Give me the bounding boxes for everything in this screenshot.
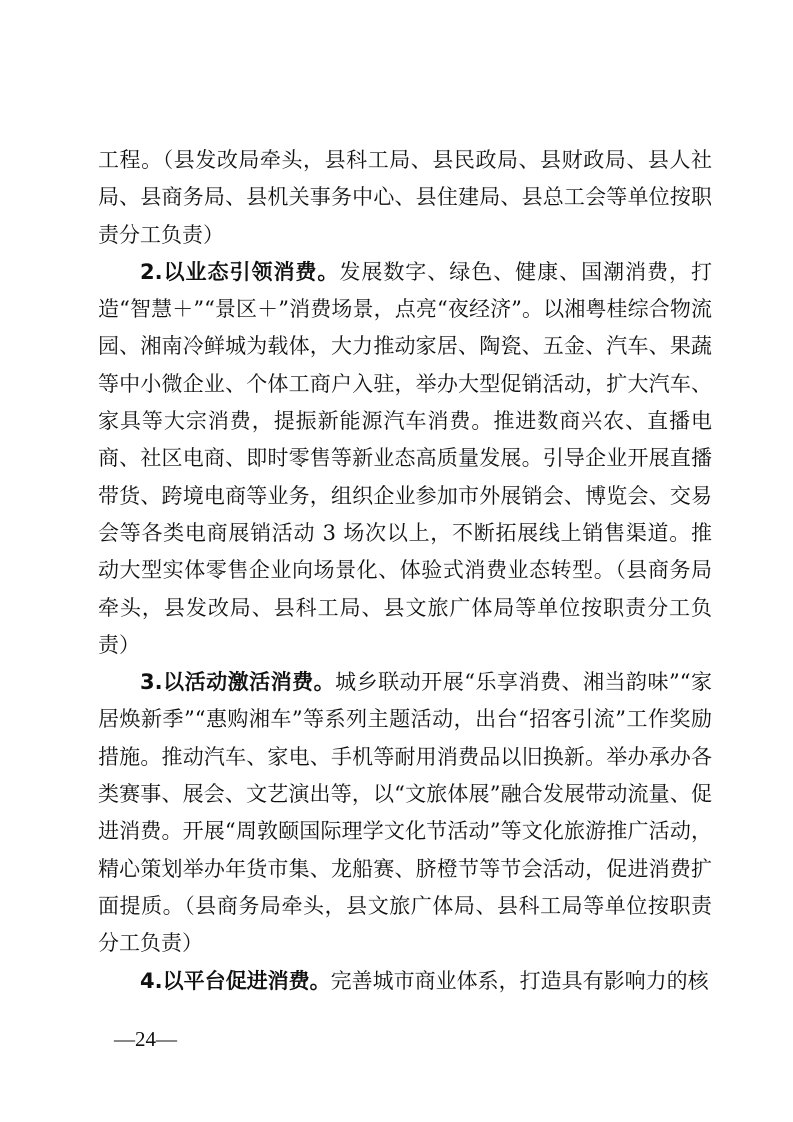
page-number: —24— [114, 1027, 177, 1051]
paragraph-continuation [98, 142, 712, 254]
paragraph-item-2 [98, 254, 712, 664]
paragraph-item-3 [98, 664, 712, 962]
body-text [98, 142, 712, 1000]
paragraph-heading: 4.以平台促进消费。 [140, 968, 331, 993]
paragraph-heading: 2.以业态引领消费。 [140, 259, 340, 284]
paragraph-text: 发展数字、绿色、健康、国潮消费，打造“智慧＋”“景区＋”消费场景，点亮“夜经济”。以湘粤桂综合物流园、湘南冷鲜城为载体，大力推动家居、陶瓷、五金、汽车、果蔬等中小微企业、个体工商户入驻，举办大型促销活动，扩大汽车、家具等大宗消费，提振新能源汽车消费。推进数商兴农、直播电商、社区电商、即时零售等新业态高质量发展。引导企业开展直播带货、跨境电商等业务，组织企业参加市外展销会、博览会、交易会等各类电商展销活动 3 场次以上，不断拓展线上销售渠道。推动大型实体零售企业向场景化、体验式消费业态转型。（县商务局牵头，县发改局、县科工局、县文旅广体局等单位按职责分工负责） [98, 259, 712, 657]
paragraph-heading: 3.以活动激活消费。 [140, 670, 336, 695]
paragraph-text: 完善城市商业体系，打造具有影响力的核 [330, 968, 709, 993]
paragraph-text: 工程。（县发改局牵头，县科工局、县民政局、县财政局、县人社局、县商务局、县机关事务中心、县住建局、县总工会等单位按职责分工负责） [98, 148, 712, 247]
paragraph-item-4 [98, 963, 712, 1000]
paragraph-text: 城乡联动开展“乐享消费、湘当韵味”“家居焕新季”“惠购湘车”等系列主题活动，出台“招客引流”工作奖励措施。推动汽车、家电、手机等耐用消费品以旧换新。举办承办各类赛事、展会、文艺演出等，以“文旅体展”融合发展带动流量、促进消费。开展“周敦颐国际理学文化节活动”等文化旅游推广活动，精心策划举办年货市集、龙船赛、脐橙节等节会活动，促进消费扩面提质。（县商务局牵头，县文旅广体局、县科工局等单位按职责分工负责） [98, 670, 712, 956]
